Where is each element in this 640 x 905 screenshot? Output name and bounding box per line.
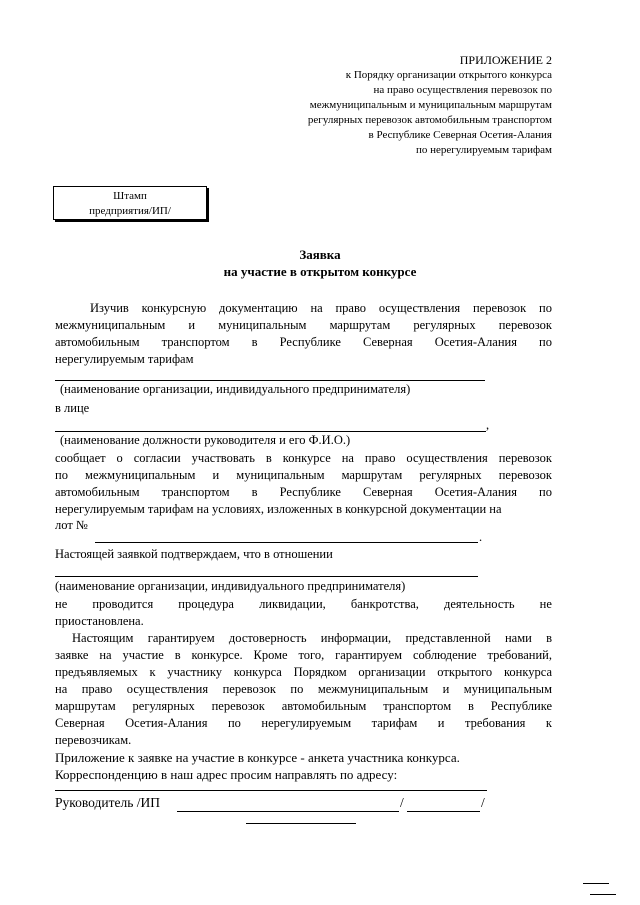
- stamp-line-1: Штамп: [113, 190, 147, 202]
- signature-label: Руководитель /ИП: [55, 795, 161, 810]
- intro-line: Изучив конкурсную документацию на право осуществления перевозок по: [90, 301, 552, 315]
- lot-label: лот №: [55, 518, 88, 532]
- liquidation-word: ликвидации,: [259, 597, 326, 611]
- org-name-caption-2: (наименование организации, индивидуального предпринимателя): [55, 579, 406, 593]
- appendix-line: ПРИЛОЖЕНИЕ 2: [459, 53, 552, 67]
- guarantee-line: на право осуществления перевозок по межмуниципальным и муниципальным: [55, 682, 552, 696]
- comma: ,: [486, 418, 490, 432]
- stamp-box: [53, 186, 207, 220]
- attachment-text: Приложение к заявке на участие в конкурсе - анкета участника конкурса.: [55, 750, 460, 765]
- guarantee-line: заявке на участие в конкурсе. Кроме того, гарантируем соблюдение требований,: [55, 648, 552, 662]
- signature-name-field[interactable]: [407, 811, 480, 812]
- signature-field[interactable]: [177, 811, 399, 812]
- in-person-label: в лице: [55, 401, 90, 415]
- appendix-line: по нерегулируемым тарифам: [415, 144, 552, 156]
- appendix-line: регулярных перевозок автомобильным транспортом: [307, 114, 552, 126]
- consent-line: нерегулируемым тарифам на условиях, изложенных в конкурсной документации на: [55, 502, 502, 516]
- liquidation-word: банкротства,: [350, 597, 419, 611]
- guarantee-line: предъявляемых к участнику конкурса Порядком организации открытого конкурса: [55, 665, 552, 679]
- liquidation-word: процедура: [178, 597, 234, 611]
- scan-artifact-line: [583, 883, 609, 884]
- appendix-line: к Порядку организации открытого конкурса: [345, 69, 552, 81]
- lot-dot: .: [479, 530, 483, 544]
- head-name-field[interactable]: [55, 431, 486, 432]
- liquidation-word: не: [539, 597, 552, 611]
- guarantee-line: Северная Осетия-Алания по нерегулируемым тарифам и требования к: [55, 716, 552, 730]
- consent-line: сообщает о согласии участвовать в конкурсе на право осуществления перевозок: [55, 451, 552, 465]
- org-name-caption-1: (наименование организации, индивидуального предпринимателя): [60, 382, 411, 396]
- appendix-line: в Республике Северная Осетия-Алания: [368, 129, 552, 141]
- consent-line: автомобильным транспортом в Республике Северная Осетия-Алания по: [55, 485, 552, 499]
- appendix-header: [308, 53, 552, 158]
- stamp-line-2: предприятия/ИП/: [89, 205, 171, 217]
- appendix-line: на право осуществления перевозок по: [373, 84, 552, 96]
- guarantee-line: Настоящим гарантируем достоверность информации, представленной нами в: [72, 631, 552, 645]
- guarantee-last-line: перевозчикам.: [55, 733, 132, 747]
- consent-line: по межмуниципальным и муниципальным маршрутам регулярных перевозок: [55, 468, 552, 482]
- liquidation-word: деятельность: [444, 597, 515, 611]
- signature-slash-2: /: [481, 795, 485, 810]
- correspondence-text: Корреспонденцию в наш адрес просим направлять по адресу:: [55, 767, 398, 782]
- org-name-field-1[interactable]: [55, 380, 485, 381]
- confirm-text: Настоящей заявкой подтверждаем, что в отношении: [55, 547, 333, 561]
- org-name-field-2[interactable]: [55, 576, 478, 577]
- appendix-line: межмуниципальным и муниципальным маршрутам: [309, 99, 552, 111]
- intro-line: автомобильным транспортом в Республике Северная Осетия-Алания по: [55, 335, 552, 349]
- document-subtitle: на участие в открытом конкурсе: [223, 264, 417, 279]
- seal-line: [246, 823, 356, 824]
- intro-line: межмуниципальным и муниципальным маршрутам регулярных перевозок: [55, 318, 552, 332]
- signature-slash-1: /: [400, 795, 404, 810]
- liquidation-word: не: [55, 597, 68, 611]
- liquidation-word: проводится: [92, 597, 154, 611]
- guarantee-line: маршрутам регулярных перевозок автомобильным транспортом в Республике: [55, 699, 552, 713]
- intro-line: нерегулируемым тарифам: [55, 352, 194, 366]
- liquidation-line-2: приостановлена.: [55, 614, 144, 628]
- document-title: Заявка: [299, 247, 341, 262]
- scan-artifact-line: [590, 894, 616, 895]
- lot-number-field[interactable]: [95, 542, 478, 543]
- liquidation-line: [55, 597, 552, 612]
- head-name-caption: (наименование должности руководителя и его Ф.И.О.): [60, 433, 351, 447]
- address-field[interactable]: [55, 790, 487, 791]
